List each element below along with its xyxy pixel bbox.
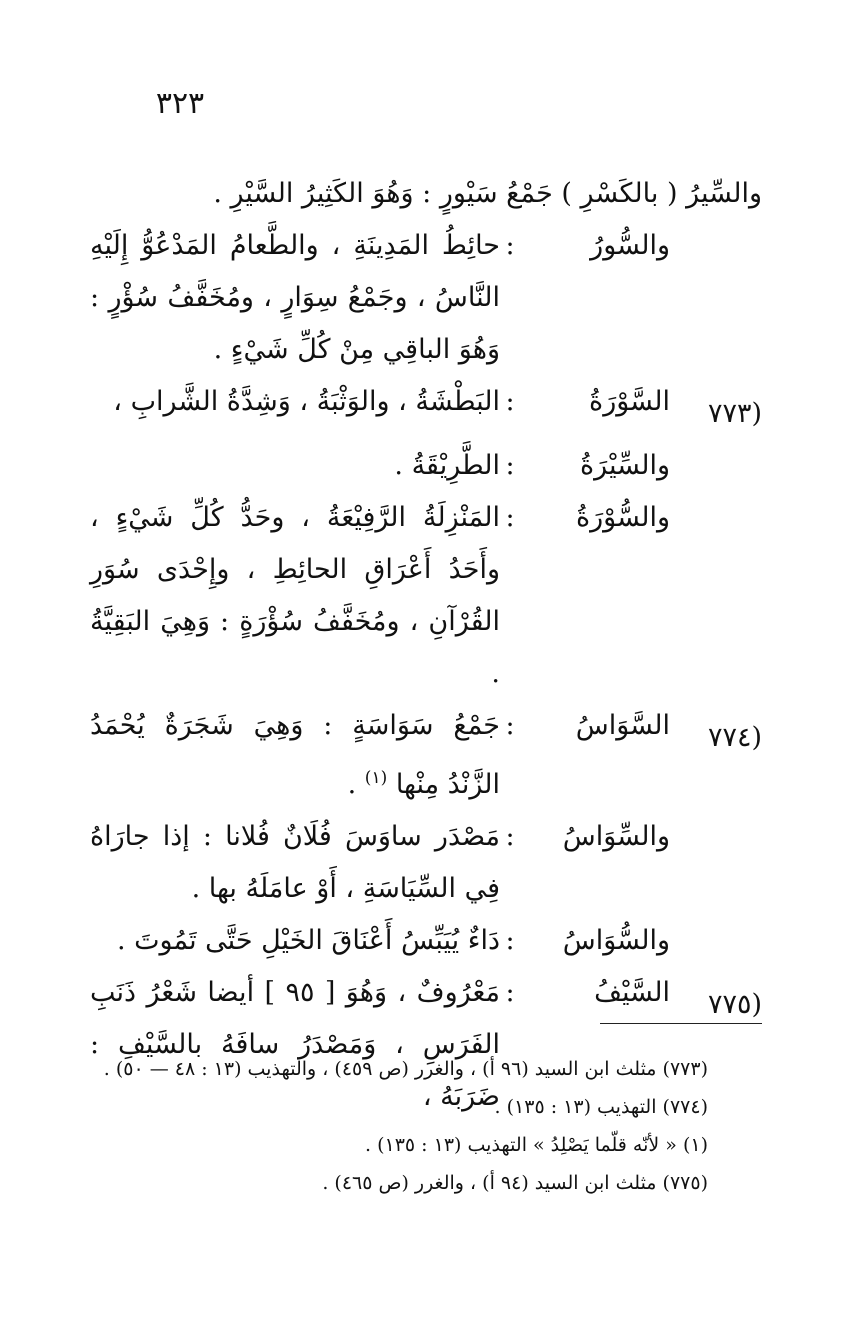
entry-definition-wrap: [90, 700, 500, 811]
entry-colon: :: [505, 710, 515, 741]
entry-sawas: [90, 700, 762, 811]
entry-headword: السَّيْفُ: [594, 977, 670, 1008]
entry-definition: جَمْعُ سَوَاسَةٍ : وَهِيَ شَجَرَةٌ يُحْمَدُ الزَّنْدُ مِنْها: [90, 710, 500, 800]
footnote: (٧٧٥) مثلث ابن السيد (٩٤ أ) ، والغرر (ص ٤٦٥) .: [322, 1172, 708, 1194]
entry-headword: والسُّورُ: [590, 230, 670, 261]
page-number: ٣٢٣: [155, 86, 205, 121]
entry-number: [670, 492, 762, 504]
entry-number: [670, 440, 762, 452]
entry-colon: :: [505, 502, 515, 533]
entry-definition: المَنْزِلَةُ الرَّفِيْعَةُ ، وحَدُّ كُلِّ شَيْءٍ ، وأَحَدُ أَعْرَاقِ الحائِطِ ، وإِحْدَى سُوَرِ القُرْآنِ ، ومُخَفَّفُ سُؤْرَةٍ : وَهِيَ البَقِيَّةُ .: [90, 502, 500, 689]
entry-definition: البَطْشَةُ ، والوَثْبَةُ ، وَشِدَّةُ الشَّرابِ ،: [113, 386, 500, 417]
entry-definition: حائِطُ المَدِينَةِ ، والطَّعامُ المَدْعُوُّ إِلَيْهِ النَّاسُ ، وجَمْعُ سِوَارٍ ، ومُخَفَّفُ سُؤْرٍ : وَهُوَ الباقِي مِنْ كُلِّ شَيْءٍ .: [90, 230, 500, 365]
footnote-marker: (١): [364, 768, 388, 788]
entry-colon: :: [505, 230, 515, 261]
entry-siwas: [90, 811, 762, 915]
entry-sawra: [90, 376, 762, 440]
entry-number: (٧٧٤: [707, 722, 762, 753]
entry-number: (٧٧٣: [707, 398, 762, 429]
footnote-divider: [600, 1023, 762, 1024]
entry-colon: :: [505, 977, 515, 1008]
entry-number: (٧٧٥: [707, 989, 762, 1020]
entry-number: [670, 811, 762, 823]
entry-definition: دَاءٌ يُيَبِّسُ أَعْنَاقَ الخَيْلِ حَتَّى تَمُوتَ .: [116, 925, 500, 956]
entry-headword: والسِّوَاسُ: [562, 821, 670, 852]
entry-headword: والسُّوَاسُ: [562, 925, 670, 956]
entry-headword: السَّوَاسُ: [575, 710, 670, 741]
entry-number: [670, 915, 762, 927]
footnote: (١) « لأنّه قلّما يَصْلِدُ » التهذيب (١٣ : ١٣٥) .: [365, 1134, 708, 1156]
entry-headword: السَّوْرَةُ: [589, 386, 670, 417]
entry-tail: .: [347, 769, 365, 800]
entry-colon: :: [505, 386, 515, 417]
entry-suwas: [90, 915, 762, 967]
entry-definition: مَعْرُوفٌ ، وَهُوَ [ ٩٥ ] أيضا شَعْرُ ذَنَبِ الفَرَسِ ، وَمَصْدَرُ سافَهُ بالسَّيْفِ : ضَرَبَهُ ،: [90, 977, 500, 1112]
main-text: [90, 168, 762, 1123]
entry-number: [670, 220, 762, 232]
entry-definition: الطَّرِيْقَةُ .: [394, 450, 500, 481]
entry-surah: [90, 492, 762, 700]
entry-definition: مَصْدَر ساوَسَ فُلَانٌ فُلانا : إذا جارَاهُ فِي السِّيَاسَةِ ، أَوْ عامَلَهُ بها .: [90, 821, 500, 904]
entry-colon: :: [505, 450, 515, 481]
entry-colon: :: [505, 925, 515, 956]
footnotes: [92, 1050, 708, 1202]
entry-colon: :: [505, 821, 515, 852]
footnote: (٧٧٤) التهذيب (١٣ : ١٣٥) .: [494, 1096, 708, 1118]
entry-definition: والسِّيرُ ( بالكَسْرِ ) جَمْعُ سَيْورٍ : وَهُوَ الكَثِيرُ السَّيْرِ .: [213, 178, 762, 209]
entry-siyar: [90, 168, 762, 220]
entry-sur: [90, 220, 762, 376]
entry-headword: والسِّيْرَةُ: [579, 450, 670, 481]
entry-sira: [90, 440, 762, 492]
footnote: (٧٧٣) مثلث ابن السيد (٩٦ أ) ، والغرر (ص ٤٥٩) ، والتهذيب (١٣ : ٤٨ — ٥٠) .: [103, 1058, 708, 1080]
entry-headword: والسُّوْرَةُ: [576, 502, 670, 533]
